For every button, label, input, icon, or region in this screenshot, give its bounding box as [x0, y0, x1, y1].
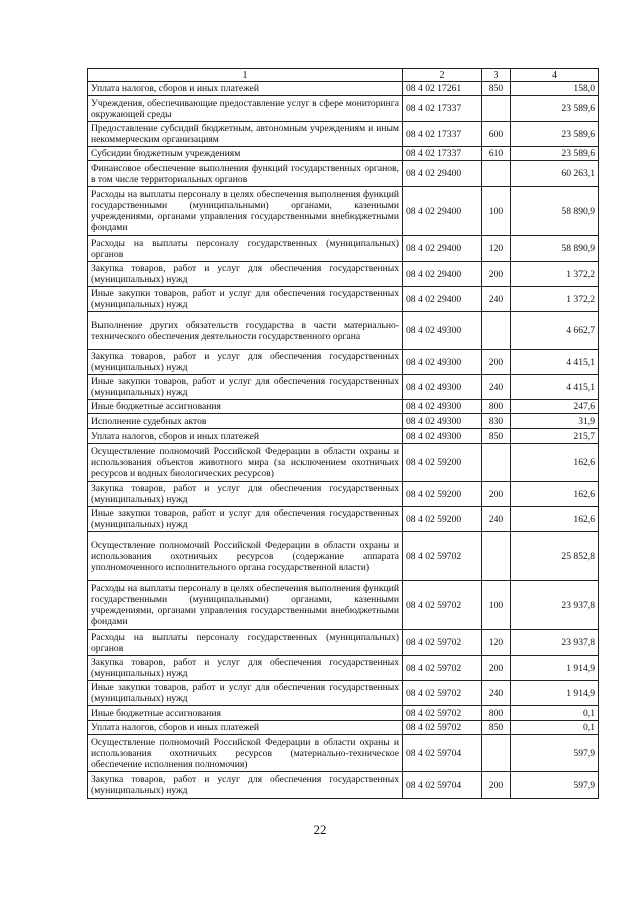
row-code: 08 4 02 29400	[403, 187, 482, 236]
row-code: 08 4 02 17337	[403, 96, 482, 122]
row-amount: 162,6	[511, 482, 599, 507]
row-amount: 23 937,8	[511, 581, 599, 630]
row-description: Осуществление полномочий Российской Федерации в области охраны и использования охотничьих ресурсов (содержание аппарата уполномоченного исполнительного органа государственной власти)	[88, 532, 403, 581]
table-row	[88, 350, 599, 375]
row-expense-type: 850	[482, 82, 511, 96]
row-code: 08 4 02 49300	[403, 414, 482, 429]
row-code: 08 4 02 17337	[403, 147, 482, 161]
row-amount: 1 372,2	[511, 287, 599, 312]
table-row	[88, 187, 599, 236]
row-code: 08 4 02 59200	[403, 482, 482, 507]
row-description: Закупка товаров, работ и услуг для обеспечения государственных (муниципальных) нужд	[88, 350, 403, 375]
table-row	[88, 721, 599, 735]
row-amount: 0,1	[511, 721, 599, 735]
row-amount: 597,9	[511, 735, 599, 772]
table-row	[88, 400, 599, 414]
row-expense-type: 240	[482, 507, 511, 532]
row-code: 08 4 02 49300	[403, 375, 482, 400]
row-description: Иные бюджетные ассигнования	[88, 706, 403, 721]
row-expense-type: 240	[482, 287, 511, 312]
row-expense-type	[482, 161, 511, 187]
row-code: 08 4 02 59704	[403, 735, 482, 772]
row-expense-type: 200	[482, 482, 511, 507]
row-description: Учреждения, обеспечивающие предоставление услуг в сфере мониторинга окружающей среды	[88, 96, 403, 122]
row-code: 08 4 02 49300	[403, 350, 482, 375]
row-expense-type: 120	[482, 630, 511, 656]
row-amount: 162,6	[511, 444, 599, 482]
row-code: 08 4 02 59200	[403, 444, 482, 482]
table-body	[88, 82, 599, 799]
table-row	[88, 630, 599, 656]
row-amount: 4 415,1	[511, 375, 599, 400]
table-row	[88, 772, 599, 799]
row-amount: 25 852,8	[511, 532, 599, 581]
row-description: Закупка товаров, работ и услуг для обеспечения государственных (муниципальных) нужд	[88, 482, 403, 507]
table-row	[88, 122, 599, 147]
row-amount: 23 937,8	[511, 630, 599, 656]
header-col-3: 3	[482, 69, 511, 82]
table-row	[88, 312, 599, 350]
row-description: Финансовое обеспечение выполнения функций государственных органов, в том числе территориальных органов	[88, 161, 403, 187]
row-description: Иные закупки товаров, работ и услуг для обеспечения государственных (муниципальных) нужд	[88, 287, 403, 312]
table-row	[88, 706, 599, 721]
table-row	[88, 656, 599, 681]
table-row	[88, 161, 599, 187]
table-row	[88, 429, 599, 444]
row-amount: 58 890,9	[511, 236, 599, 262]
table-row	[88, 581, 599, 630]
row-amount: 597,9	[511, 772, 599, 799]
row-expense-type: 100	[482, 187, 511, 236]
row-code: 08 4 02 49300	[403, 400, 482, 414]
row-description: Уплата налогов, сборов и иных платежей	[88, 82, 403, 96]
row-amount: 247,6	[511, 400, 599, 414]
row-expense-type: 200	[482, 772, 511, 799]
row-amount: 58 890,9	[511, 187, 599, 236]
row-code: 08 4 02 59702	[403, 721, 482, 735]
header-col-1: 1	[88, 69, 403, 82]
row-expense-type: 240	[482, 375, 511, 400]
row-expense-type: 800	[482, 400, 511, 414]
table-row	[88, 532, 599, 581]
row-code: 08 4 02 49300	[403, 429, 482, 444]
row-expense-type: 200	[482, 350, 511, 375]
row-description: Исполнение судебных актов	[88, 414, 403, 429]
table-row	[88, 262, 599, 287]
row-expense-type: 240	[482, 681, 511, 706]
header-row	[88, 69, 599, 82]
table-row	[88, 482, 599, 507]
budget-table	[87, 68, 599, 799]
row-expense-type	[482, 444, 511, 482]
row-code: 08 4 02 59704	[403, 772, 482, 799]
row-amount: 31,9	[511, 414, 599, 429]
row-description: Иные закупки товаров, работ и услуг для обеспечения государственных (муниципальных) нужд	[88, 375, 403, 400]
row-description: Осуществление полномочий Российской Федерации в области охраны и использования объектов животного мира (за исключением охотничьих ресурсов и водных биологических ресурсов)	[88, 444, 403, 482]
row-description: Расходы на выплаты персоналу государственных (муниципальных) органов	[88, 236, 403, 262]
row-code: 08 4 02 59702	[403, 581, 482, 630]
row-expense-type: 200	[482, 262, 511, 287]
row-code: 08 4 02 59702	[403, 681, 482, 706]
row-description: Уплата налогов, сборов и иных платежей	[88, 721, 403, 735]
header-col-2: 2	[403, 69, 482, 82]
row-description: Уплата налогов, сборов и иных платежей	[88, 429, 403, 444]
row-expense-type: 120	[482, 236, 511, 262]
row-code: 08 4 02 29400	[403, 236, 482, 262]
table-row	[88, 96, 599, 122]
row-expense-type: 100	[482, 581, 511, 630]
row-description: Субсидии бюджетным учреждениям	[88, 147, 403, 161]
table-row	[88, 414, 599, 429]
page-number: 22	[313, 822, 327, 837]
table-row	[88, 236, 599, 262]
row-description: Выполнение других обязательств государства в части материально-технического обеспечения деятельности государственного органа	[88, 312, 403, 350]
row-expense-type: 850	[482, 721, 511, 735]
row-expense-type: 800	[482, 706, 511, 721]
row-amount: 162,6	[511, 507, 599, 532]
row-amount: 23 589,6	[511, 96, 599, 122]
row-amount: 1 372,2	[511, 262, 599, 287]
row-expense-type	[482, 312, 511, 350]
row-code: 08 4 02 59702	[403, 630, 482, 656]
table-row	[88, 735, 599, 772]
row-code: 08 4 02 49300	[403, 312, 482, 350]
row-code: 08 4 02 59702	[403, 706, 482, 721]
row-description: Иные бюджетные ассигнования	[88, 400, 403, 414]
row-description: Расходы на выплаты персоналу в целях обеспечения выполнения функций государственными (муниципальными) органами, казенными учреждениями, органами управления государственными внебюджетными фондами	[88, 187, 403, 236]
table-row	[88, 375, 599, 400]
row-description: Закупка товаров, работ и услуг для обеспечения государственных (муниципальных) нужд	[88, 262, 403, 287]
row-description: Осуществление полномочий Российской Федерации в области охраны и использования охотничьих ресурсов (материально-техническое обеспечение исполнения полномочия)	[88, 735, 403, 772]
row-expense-type	[482, 532, 511, 581]
row-description: Иные закупки товаров, работ и услуг для обеспечения государственных (муниципальных) нужд	[88, 681, 403, 706]
table-row	[88, 147, 599, 161]
table-row	[88, 507, 599, 532]
row-amount: 215,7	[511, 429, 599, 444]
row-amount: 4 415,1	[511, 350, 599, 375]
row-expense-type: 600	[482, 122, 511, 147]
row-description: Закупка товаров, работ и услуг для обеспечения государственных (муниципальных) нужд	[88, 772, 403, 799]
table-row	[88, 287, 599, 312]
row-expense-type: 850	[482, 429, 511, 444]
row-expense-type: 610	[482, 147, 511, 161]
row-expense-type	[482, 96, 511, 122]
row-amount: 4 662,7	[511, 312, 599, 350]
row-description: Закупка товаров, работ и услуг для обеспечения государственных (муниципальных) нужд	[88, 656, 403, 681]
row-code: 08 4 02 17337	[403, 122, 482, 147]
row-amount: 158,0	[511, 82, 599, 96]
row-description: Предоставление субсидий бюджетным, автономным учреждениям и иным некоммерческим организациям	[88, 122, 403, 147]
table-row	[88, 82, 599, 96]
row-code: 08 4 02 59702	[403, 532, 482, 581]
table-row	[88, 444, 599, 482]
row-code: 08 4 02 29400	[403, 262, 482, 287]
row-code: 08 4 02 59702	[403, 656, 482, 681]
row-amount: 0,1	[511, 706, 599, 721]
row-amount: 23 589,6	[511, 122, 599, 147]
row-amount: 60 263,1	[511, 161, 599, 187]
row-code: 08 4 02 29400	[403, 161, 482, 187]
row-expense-type: 830	[482, 414, 511, 429]
row-code: 08 4 02 59200	[403, 507, 482, 532]
table-row	[88, 681, 599, 706]
header-col-4: 4	[511, 69, 599, 82]
row-description: Расходы на выплаты персоналу государственных (муниципальных) органов	[88, 630, 403, 656]
row-amount: 23 589,6	[511, 147, 599, 161]
row-description: Расходы на выплаты персоналу в целях обеспечения выполнения функций государственными (муниципальными) органами, казенными учреждениями, органами управления государственными внебюджетными фондами	[88, 581, 403, 630]
row-code: 08 4 02 17261	[403, 82, 482, 96]
row-code: 08 4 02 29400	[403, 287, 482, 312]
row-amount: 1 914,9	[511, 681, 599, 706]
row-expense-type	[482, 735, 511, 772]
row-description: Иные закупки товаров, работ и услуг для обеспечения государственных (муниципальных) нужд	[88, 507, 403, 532]
row-amount: 1 914,9	[511, 656, 599, 681]
row-expense-type: 200	[482, 656, 511, 681]
